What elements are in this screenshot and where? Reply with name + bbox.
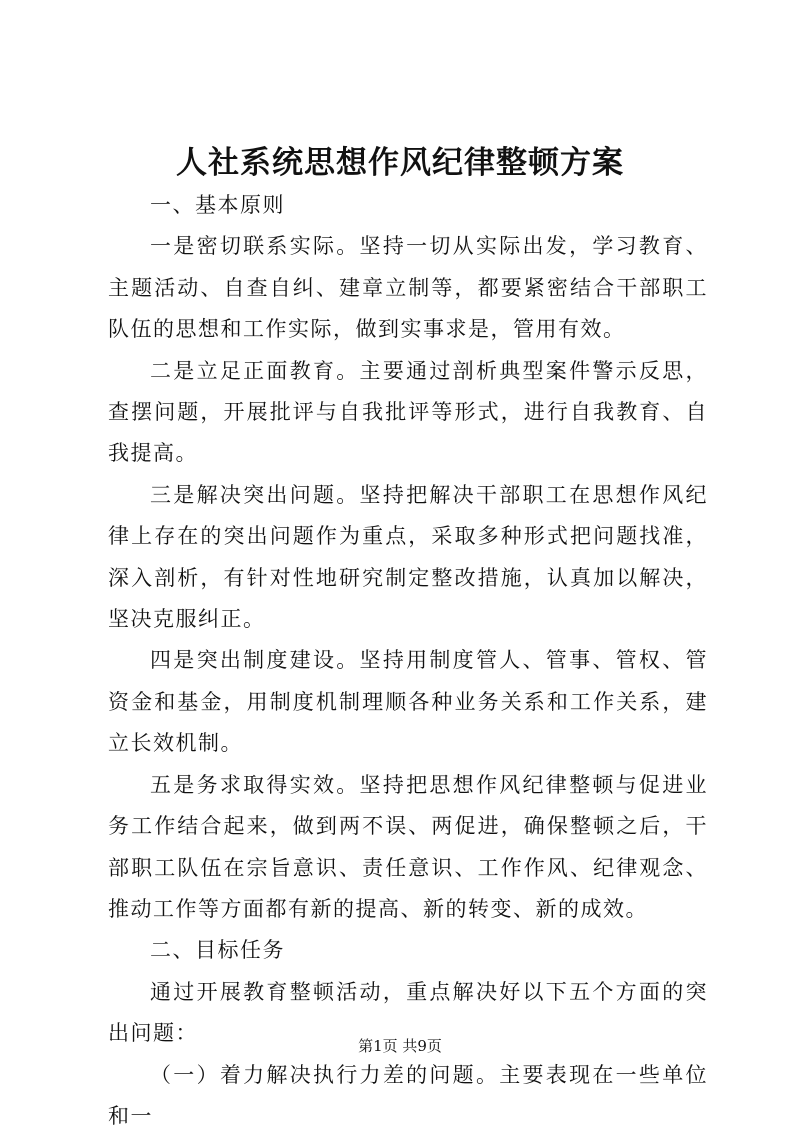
paragraph-principle-4: 四是突出制度建设。坚持用制度管人、管事、管权、管资金和基金，用制度机制理顺各种业务关系和工作关系，建立长效机制。: [108, 648, 708, 756]
paragraph-goal-1: （一）着力解决执行力差的问题。主要表现在一些单位和一: [108, 1062, 708, 1128]
section-heading-principles: 一、基本原则: [150, 193, 285, 217]
page-number-footer: 第1页 共9页: [358, 1037, 442, 1055]
paragraph-principle-5: 五是务求取得实效。坚持把思想作风纪律整顿与促进业务工作结合起来，做到两不误、两促进，确保整顿之后，干部职工队伍在宗旨意识、责任意识、工作作风、纪律观念、推动工作等方面都有新的提高、新的转变、新的成效。: [108, 772, 708, 921]
section-heading-goals: 二、目标任务: [150, 938, 285, 963]
paragraph-principle-1: 一是密切联系实际。坚持一切从实际出发，学习教育、主题活动、自查自纠、建章立制等，都要紧密结合干部职工队伍的思想和工作实际，做到实事求是，管用有效。: [108, 234, 708, 342]
document-title: 人社系统思想作风纪律整顿方案: [176, 145, 624, 181]
paragraph-principle-3: 三是解决突出问题。坚持把解决干部职工在思想作风纪律上存在的突出问题作为重点，采取多种形式把问题找准，深入剖析，有针对性地研究制定整改措施，认真加以解决，坚决克服纠正。: [108, 482, 708, 632]
paragraph-principle-2: 二是立足正面教育。主要通过剖析典型案件警示反思，查摆问题，开展批评与自我批评等形式，进行自我教育、自我提高。: [108, 358, 708, 466]
document-body: [108, 185, 708, 1137]
paragraph-goals-intro: 通过开展教育整顿活动，重点解决好以下五个方面的突出问题：: [108, 979, 708, 1046]
